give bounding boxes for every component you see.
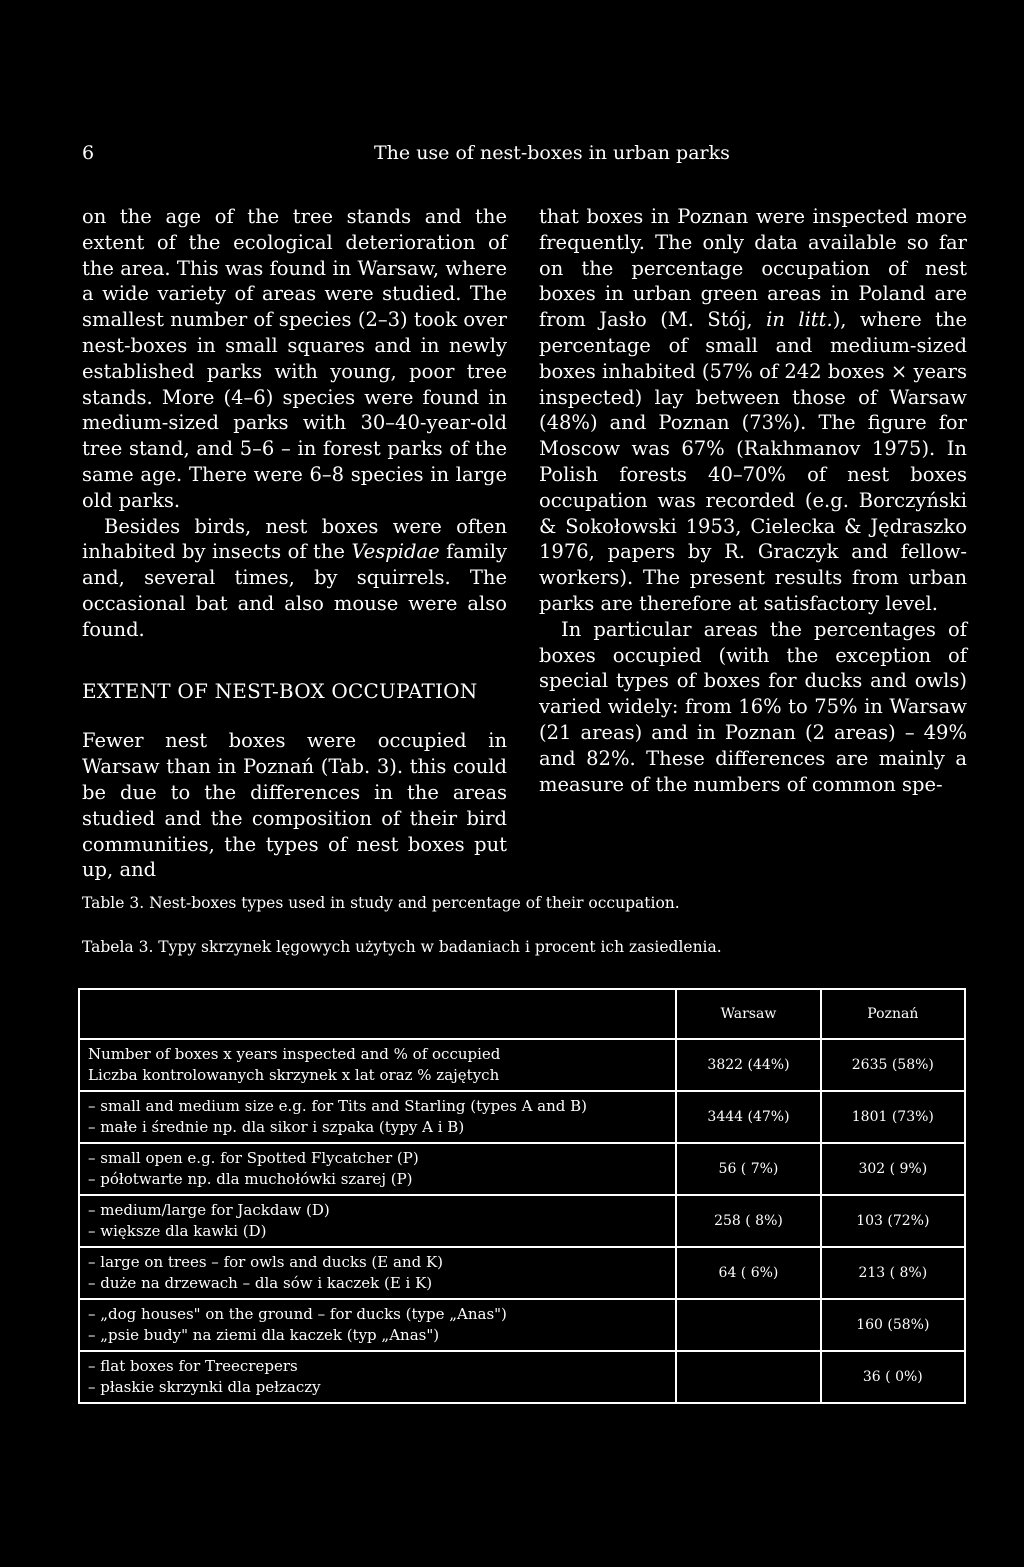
right-column bbox=[539, 204, 967, 797]
table-caption-polish: Tabela 3. Typy skrzynek lęgowych użytych w badaniach i procent ich zasiedlenia. bbox=[82, 938, 722, 956]
poznan-value: 160 (58%) bbox=[821, 1299, 965, 1351]
table-row bbox=[79, 1195, 965, 1247]
table-row bbox=[79, 1091, 965, 1143]
poznan-value: 36 ( 0%) bbox=[821, 1351, 965, 1403]
table-row bbox=[79, 1351, 965, 1403]
poznan-value: 302 ( 9%) bbox=[821, 1143, 965, 1195]
table-header-cell: Poznań bbox=[821, 989, 965, 1039]
row-label: – small open e.g. for Spotted Flycatcher (P) – półotwarte np. dla muchołówki szarej (P) bbox=[79, 1143, 676, 1195]
paragraph: Fewer nest boxes were occupied in Warsaw than in Poznań (Tab. 3). this could be due to the differences in the areas studied and the composition of their bird communities, the types of nest boxes put up, and bbox=[82, 729, 507, 882]
paragraph: Besides birds, nest boxes were often inhabited by insects of the Vespidae family and, several times, by squirrels. The occasional bat and also mouse were also found. bbox=[82, 514, 507, 641]
paragraph: that boxes in Poznan were inspected more frequently. The only data available so far on the percentage occupation of nest boxes in urban green areas in Poland are from Jasło (M. Stój, in litt.), where the percentage of small and medium-sized boxes inhabited (57% of 242 boxes × years inspected) lay between those of Warsaw (48%) and Poznan (73%). The figure for Moscow was 67% (Rakhmanov 1975). In Polish forests 40–70% of nest boxes occupation was recorded (e.g. Borczyński & Sokołowski 1953, Cielecka & Jędraszko 1976, papers by R. Graczyk and fellow-workers). The present results from urban parks are therefore at satisfactory level. bbox=[539, 205, 967, 615]
table-caption-english: Table 3. Nest-boxes types used in study and percentage of their occupation. bbox=[82, 894, 680, 912]
row-label: – medium/large for Jackdaw (D) – większe dla kawki (D) bbox=[79, 1195, 676, 1247]
warsaw-value: 56 ( 7%) bbox=[676, 1143, 820, 1195]
running-header bbox=[82, 142, 942, 174]
warsaw-value: 258 ( 8%) bbox=[676, 1195, 820, 1247]
taxon-name: Vespidae bbox=[351, 540, 440, 564]
paragraph: on the age of the tree stands and the extent of the ecological deterioration of the area. This was found in Warsaw, where a wide variety of areas were studied. The smallest number of species (2–3) took over nest-boxes in small squares and in newly established parks with young, poor tree stands. More (4–6) species were found in medium-sized parks with 30–40-year-old tree stand, and 5–6 – in forest parks of the same age. There were 6–8 species in large old parks. bbox=[82, 205, 507, 512]
row-label: – flat boxes for Treecrepers – płaskie skrzynki dla pełzaczy bbox=[79, 1351, 676, 1403]
warsaw-value bbox=[676, 1351, 820, 1403]
section-heading: EXTENT OF NEST-BOX OCCUPATION bbox=[82, 678, 478, 703]
running-title: The use of nest-boxes in urban parks bbox=[374, 142, 730, 164]
row-label: – large on trees – for owls and ducks (E and K) – duże na drzewach – dla sów i kaczek (E i K) bbox=[79, 1247, 676, 1299]
left-column bbox=[82, 204, 507, 883]
warsaw-value: 64 ( 6%) bbox=[676, 1247, 820, 1299]
table-row bbox=[79, 1299, 965, 1351]
occupation-table bbox=[78, 988, 966, 1404]
table-header-cell: Warsaw bbox=[676, 989, 820, 1039]
page-number: 6 bbox=[82, 142, 95, 164]
citation-note: in litt. bbox=[766, 308, 833, 332]
warsaw-value: 3444 (47%) bbox=[676, 1091, 820, 1143]
row-label: – „dog houses" on the ground – for ducks (type „Anas") – „psie budy" na ziemi dla kaczek (typ „Anas") bbox=[79, 1299, 676, 1351]
row-label: Number of boxes x years inspected and % of occupied Liczba kontrolowanych skrzynek x lat oraz % zajętych bbox=[79, 1039, 676, 1091]
table-header-row bbox=[79, 989, 965, 1039]
poznan-value: 103 (72%) bbox=[821, 1195, 965, 1247]
table-row bbox=[79, 1143, 965, 1195]
warsaw-value: 3822 (44%) bbox=[676, 1039, 820, 1091]
poznan-value: 213 ( 8%) bbox=[821, 1247, 965, 1299]
table-row bbox=[79, 1247, 965, 1299]
warsaw-value bbox=[676, 1299, 820, 1351]
poznan-value: 2635 (58%) bbox=[821, 1039, 965, 1091]
poznan-value: 1801 (73%) bbox=[821, 1091, 965, 1143]
table-header-cell bbox=[79, 989, 676, 1039]
table-row bbox=[79, 1039, 965, 1091]
row-label: – small and medium size e.g. for Tits and Starling (types A and B) – małe i średnie np. dla sikor i szpaka (typy A i B) bbox=[79, 1091, 676, 1143]
paragraph: In particular areas the percentages of boxes occupied (with the exception of special types of boxes for ducks and owls) varied widely: from 16% to 75% in Warsaw (21 areas) and in Poznan (2 areas) – 49% and 82%. These differences are mainly a measure of the numbers of common spe- bbox=[539, 617, 967, 796]
